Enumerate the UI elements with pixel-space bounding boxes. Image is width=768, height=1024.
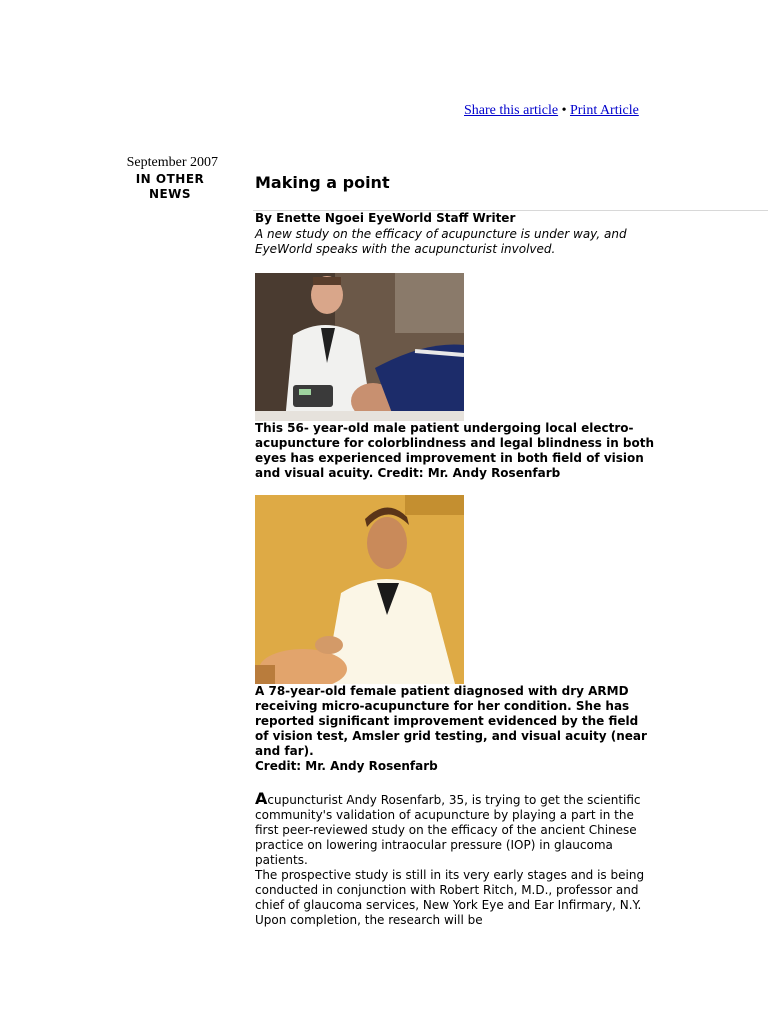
body-paragraph: [255, 791, 655, 868]
article-deck: A new study on the efficacy of acupuncture is under way, and EyeWorld speaks with the acupuncturist involved.: [255, 227, 627, 256]
caption-text: A 78-year-old female patient diagnosed with dry ARMD receiving micro-acupuncture for her condition. She has reported significant improvement evidenced by the field of vision test, Amsler grid testing, and visual acuity (near and far).: [255, 684, 647, 758]
body-paragraph: The prospective study is still in its very early stages and is being conducted in conjunction with Robert Ritch, M.D., professor and chief of glaucoma services, New York Eye and Ear Infirmary, N.Y. Upon completion, the research will be: [255, 868, 645, 927]
figure-photo-female-patient: [255, 495, 464, 684]
issue-date: September 2007: [126, 155, 218, 170]
drop-cap: A: [255, 789, 268, 808]
photo-credit: Credit: Mr. Andy Rosenfarb: [255, 759, 438, 773]
figure-caption: [255, 684, 655, 774]
article-byline: By Enette Ngoei EyeWorld Staff Writer: [255, 211, 516, 225]
paragraph-text: cupuncturist Andy Rosenfarb, 35, is trying to get the scientific community's validation of acupuncture by playing a part in the first peer-reviewed study on the efficacy of the ancient Chinese practice on lowering intraocular pressure (IOP) in glaucoma patients.: [255, 793, 641, 867]
figure-caption: This 56- year-old male patient undergoing local electro-acupuncture for colorblindness and legal blindness in both eyes has experienced improvement in both field of vision and visual acuity. Credit: Mr. Andy Rosenfarb: [255, 421, 655, 480]
print-article-link[interactable]: Print Article: [569, 103, 639, 118]
figure-photo-male-patient: [255, 273, 464, 421]
article-title: Making a point: [255, 173, 390, 192]
link-separator: •: [561, 103, 567, 118]
article-body: [255, 791, 655, 928]
share-article-link[interactable]: Share this article: [464, 103, 559, 118]
section-label: IN OTHER NEWS: [135, 172, 205, 201]
article-tools: [464, 103, 639, 119]
